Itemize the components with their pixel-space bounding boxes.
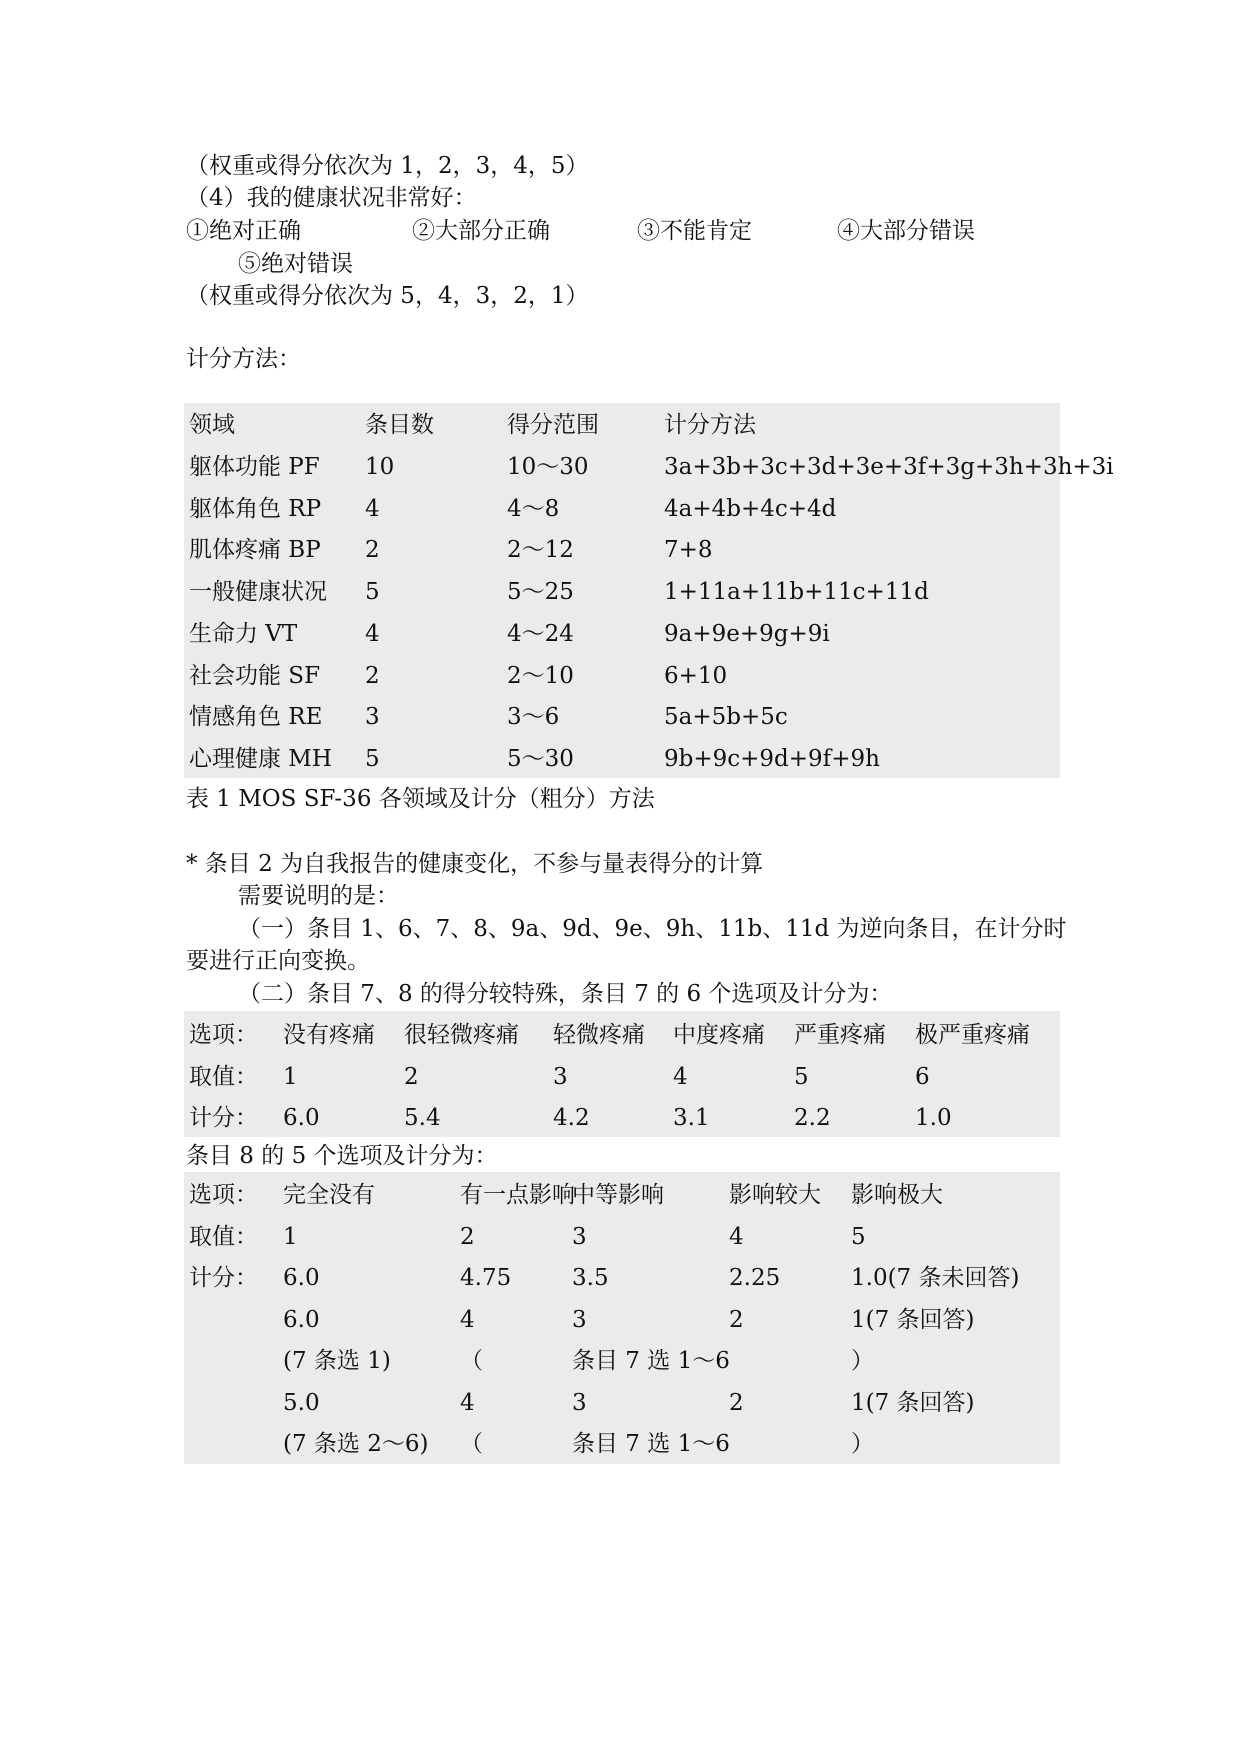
table-cell: 6+10 (664, 662, 728, 689)
table-cell: 4.75 (460, 1265, 512, 1291)
table-cell: 5 (794, 1063, 809, 1090)
table-cell: 4 (365, 495, 380, 522)
table-cell: 严重疼痛 (794, 1022, 886, 1048)
table-cell: 2 (365, 537, 380, 564)
table-cell: 4a+4b+4c+4d (664, 495, 837, 522)
table-cell: 2 (404, 1063, 419, 1090)
table-cell: 完全没有 (283, 1182, 375, 1208)
table-cell: 2～10 (507, 662, 574, 689)
table-cell: 5～25 (507, 579, 574, 606)
table-cell: 6.0 (283, 1306, 320, 1333)
table-cell: 4 (460, 1389, 475, 1416)
table-cell: 5～30 (507, 745, 574, 772)
table-cell: 2 (729, 1389, 744, 1416)
table-cell: 1(7 条回答) (851, 1306, 975, 1333)
table-cell: 条目 7 选 1～6 (572, 1348, 730, 1374)
table-cell: 6.0 (283, 1265, 320, 1291)
table-cell: 1+11a+11b+11c+11d (664, 579, 929, 606)
table-cell: 情感角色 RE (189, 704, 323, 731)
table-cell: 2 (729, 1306, 744, 1333)
table-cell: 4 (460, 1306, 475, 1333)
table-cell: 肌体疼痛 BP (189, 537, 321, 564)
table-cell: 4 (673, 1063, 688, 1090)
scoring-heading: 计分方法： (186, 346, 301, 372)
table-cell: (7 条选 2～6) (283, 1431, 429, 1457)
table-cell: （ (460, 1431, 483, 1457)
q4-option-4: ④大部分错误 (837, 218, 975, 244)
table-cell: 1 (283, 1063, 298, 1090)
table-cell: 选项： (189, 1182, 258, 1208)
table-cell: 9a+9e+9g+9i (664, 620, 830, 647)
table-cell: 10 (365, 454, 395, 480)
table-cell: （ (460, 1348, 483, 1374)
table-cell: 计分： (189, 1105, 258, 1131)
note-two: （二）条目 7、8 的得分较特殊，条目 7 的 6 个选项及计分为： (238, 981, 893, 1007)
table-cell: 3a+3b+3c+3d+3e+3f+3g+3h+3h+3i (664, 454, 1114, 480)
table-cell: 3 (553, 1063, 568, 1090)
table-cell: 影响较大 (729, 1182, 821, 1208)
table-cell: 社会功能 SF (189, 662, 321, 689)
table-cell: 6.0 (283, 1105, 320, 1131)
table-cell: 取值： (189, 1063, 258, 1090)
table-cell: 心理健康 MH (189, 745, 332, 772)
table-cell: 生命力 VT (189, 620, 298, 647)
table-cell: 没有疼痛 (283, 1022, 375, 1048)
table-cell: 6 (915, 1063, 930, 1090)
note-item-2: * 条目 2 为自我报告的健康变化，不参与量表得分的计算 (186, 851, 764, 877)
table-cell: 1 (283, 1223, 298, 1250)
table-cell: 5.4 (404, 1105, 441, 1131)
table-cell: 4 (729, 1223, 744, 1250)
table-cell: 计分： (189, 1265, 258, 1291)
table-cell: 5.0 (283, 1389, 320, 1416)
table1-header-method: 计分方法 (664, 412, 756, 438)
table-cell: 3～6 (507, 704, 560, 731)
question-4-title: （4）我的健康状况非常好： (186, 185, 477, 211)
table-cell: 中等影响 (572, 1182, 664, 1208)
table-cell: 躯体角色 RP (189, 495, 322, 522)
table-cell: ） (851, 1431, 874, 1457)
table-cell: 9b+9c+9d+9f+9h (664, 745, 880, 772)
table-cell: 10～30 (507, 454, 589, 480)
q4-option-5: ⑤绝对错误 (238, 251, 353, 277)
table-cell: (7 条选 1) (283, 1348, 391, 1374)
table1-caption: 表 1 MOS SF-36 各领域及计分（粗分）方法 (186, 786, 655, 812)
q4-option-2: ②大部分正确 (412, 218, 550, 244)
item8-heading: 条目 8 的 5 个选项及计分为： (186, 1143, 498, 1169)
table-cell: 2.25 (729, 1265, 781, 1291)
table-cell: 1.0(7 条未回答) (851, 1265, 1020, 1291)
table-cell: 2～12 (507, 537, 574, 564)
table-cell: 5 (365, 745, 380, 772)
table-cell: 很轻微疼痛 (404, 1022, 519, 1048)
table-cell: 3 (572, 1306, 587, 1333)
table-cell: 3 (365, 704, 380, 731)
table-cell: 2.2 (794, 1105, 831, 1131)
table-cell: 4～24 (507, 620, 574, 647)
table-cell: 中度疼痛 (673, 1022, 765, 1048)
table-cell: 躯体功能 PF (189, 454, 320, 480)
table-cell: 条目 7 选 1～6 (572, 1431, 730, 1457)
weights-line-2: （权重或得分依次为 5，4，3，2，1） (186, 283, 589, 309)
table-cell: 1(7 条回答) (851, 1389, 975, 1416)
table1-header-score-range: 得分范围 (507, 412, 599, 438)
table1-header-domain: 领域 (189, 412, 235, 438)
table-cell: 5 (851, 1223, 866, 1250)
table-cell: 极严重疼痛 (915, 1022, 1030, 1048)
table-cell: 3.1 (673, 1105, 710, 1131)
weights-line-1: （权重或得分依次为 1，2，3，4，5） (186, 153, 589, 179)
table-cell: 影响极大 (851, 1182, 943, 1208)
note-one-line-1: （一）条目 1、6、7、8、9a、9d、9e、9h、11b、11d 为逆向条目，在计分时 (238, 916, 1067, 942)
table-cell: 7+8 (664, 537, 713, 564)
table-cell: 取值： (189, 1223, 258, 1250)
table-cell: 1.0 (915, 1105, 952, 1131)
table-cell: ） (851, 1348, 874, 1374)
table-cell: 有一点影响 (460, 1182, 575, 1208)
q4-option-1: ①绝对正确 (186, 218, 301, 244)
table-cell: 3.5 (572, 1265, 609, 1291)
table-cell: 5 (365, 579, 380, 606)
table-cell: 2 (460, 1223, 475, 1250)
table-cell: 4 (365, 620, 380, 647)
table1-header-item-count: 条目数 (365, 412, 434, 438)
table-cell: 3 (572, 1389, 587, 1416)
table-cell: 选项： (189, 1022, 258, 1048)
table-cell: 4.2 (553, 1105, 590, 1131)
table-cell: 3 (572, 1223, 587, 1250)
note-intro: 需要说明的是： (238, 883, 399, 909)
q4-option-3: ③不能肯定 (637, 218, 752, 244)
table-cell: 4～8 (507, 495, 560, 522)
table-cell: 5a+5b+5c (664, 704, 788, 731)
table-cell: 一般健康状况 (189, 579, 327, 606)
table-cell: 2 (365, 662, 380, 689)
table-cell: 轻微疼痛 (553, 1022, 645, 1048)
note-one-line-2: 要进行正向变换。 (186, 948, 370, 974)
